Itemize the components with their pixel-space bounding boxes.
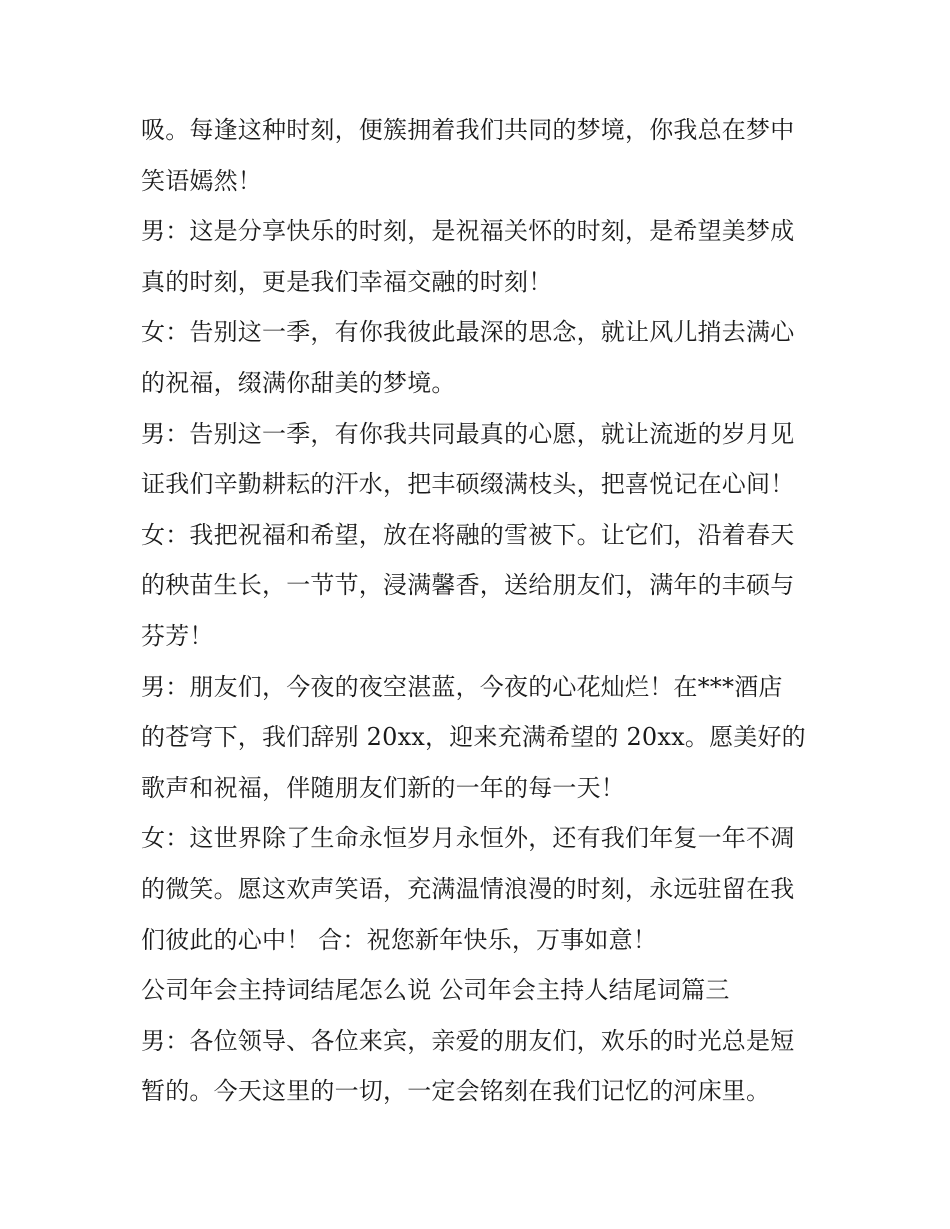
text-line: 的苍穹下，我们辞别 20xx，迎来充满希望的 20xx。愿美好的 xyxy=(141,723,806,752)
text-line: 男：这是分享快乐的时刻，是祝福关怀的时刻，是希望美梦成 xyxy=(141,217,795,246)
text-line: 们彼此的心中！ 合：祝您新年快乐，万事如意！ xyxy=(141,925,658,954)
text-line: 女：这世界除了生命永恒岁月永恒外，还有我们年复一年不凋 xyxy=(141,824,795,853)
text-line: 男：各位领导、各位来宾，亲爱的朋友们，欢乐的时光总是短 xyxy=(141,1026,795,1055)
text-line: 证我们辛勤耕耘的汗水，把丰硕缀满枝头，把喜悦记在心间！ xyxy=(141,470,795,499)
section-heading: 公司年会主持词结尾怎么说 公司年会主持人结尾词篇三 xyxy=(141,976,730,1005)
text-line: 的微笑。愿这欢声笑语，充满温情浪漫的时刻，永远驻留在我 xyxy=(141,874,795,903)
text-line: 笑语嫣然！ xyxy=(141,166,262,195)
document-body xyxy=(141,105,821,1117)
text-line: 的秧苗生长，一节节，浸满馨香，送给朋友们，满年的丰硕与 xyxy=(141,571,795,600)
text-line: 真的时刻，更是我们幸福交融的时刻！ xyxy=(141,267,553,296)
text-line: 暂的。今天这里的一切，一定会铭刻在我们记忆的河床里。 xyxy=(141,1077,771,1106)
text-line: 男：告别这一季，有你我共同最真的心愿，就让流逝的岁月见 xyxy=(141,419,795,448)
text-line: 女：我把祝福和希望，放在将融的雪被下。让它们，沿着春天 xyxy=(141,520,795,549)
text-line: 男：朋友们，今夜的夜空湛蓝，今夜的心花灿烂！在***酒店 xyxy=(141,672,783,701)
text-line: 女：告别这一季，有你我彼此最深的思念，就让风儿捎去满心 xyxy=(141,318,795,347)
text-line: 吸。每逢这种时刻，便簇拥着我们共同的梦境，你我总在梦中 xyxy=(141,116,795,144)
text-line: 歌声和祝福，伴随朋友们新的一年的每一天！ xyxy=(141,773,625,802)
text-line: 的祝福，缀满你甜美的梦境。 xyxy=(141,368,456,397)
text-line: 芬芳！ xyxy=(141,621,214,650)
